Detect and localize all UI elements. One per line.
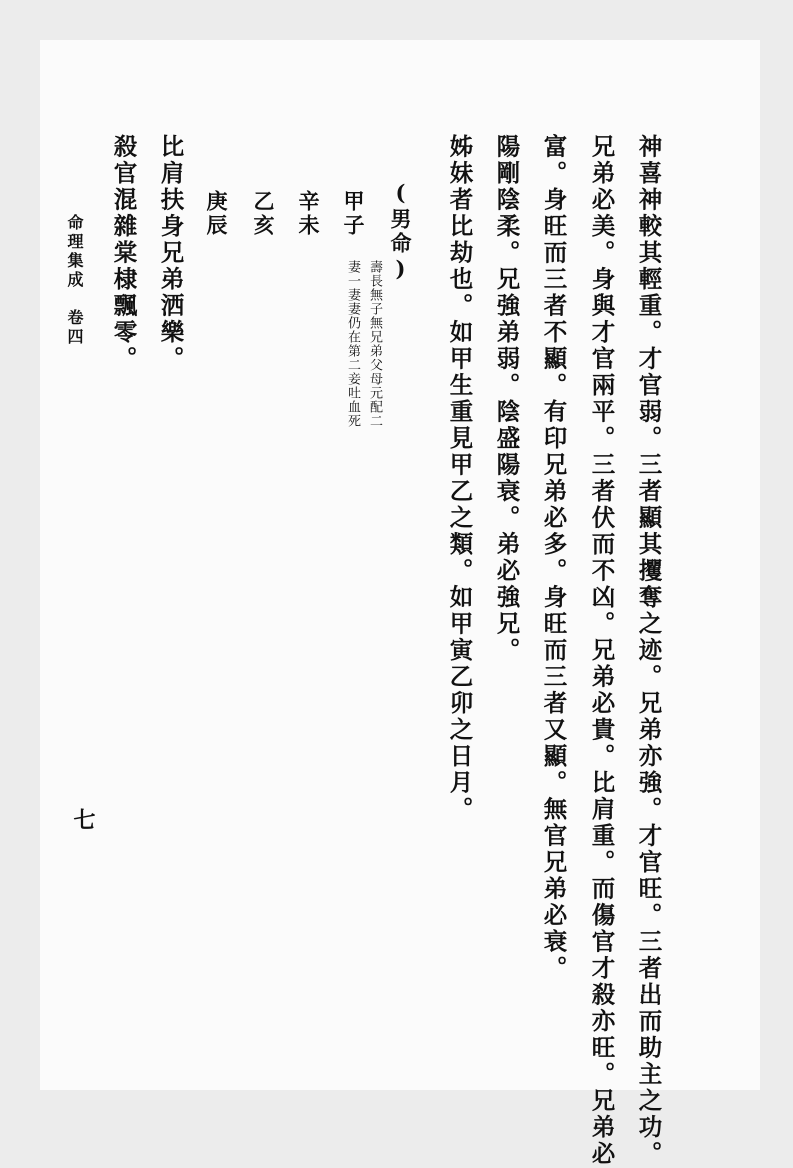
pillar-3: 乙亥 [251,190,276,238]
text-column-4: 陽剛陰柔。兄強弟弱。陰盛陽衰。弟必強兄。 [492,134,521,664]
chart-heading: (男命) [388,180,413,284]
text-column-5: 姊妹者比劫也。如甲生重見甲乙之類。如甲寅乙卯之日月。 [445,134,474,823]
book-title: 命理集成 卷四 [65,214,84,347]
pillar-2: 辛未 [296,190,321,238]
chart-note-left: 妻一妻妻仍在第二妾吐血死 [345,260,360,428]
page-number: 七 [70,808,96,830]
verse-line-1: 比肩扶身兄弟洒樂。 [156,134,185,373]
text-column-2: 兄弟必美。身與才官兩平。三者伏而不凶。兄弟必貴。比肩重。而傷官才殺亦旺。兄弟必 [587,134,616,1168]
text-column-3: 富。身旺而三者不顯。有印兄弟必多。身旺而三者又顯。無官兄弟必衰。 [539,134,568,982]
text-column-1: 神喜神較其輕重。才官弱。三者顯其攫奪之迹。兄弟亦強。才官旺。三者出而助主之功。 [634,134,663,1168]
pillar-1: 甲子 [341,190,366,238]
pillar-4: 庚辰 [204,190,229,238]
verse-line-2: 殺官混雜棠棣飄零。 [109,134,138,373]
chart-note-right: 壽長無子無兄弟父母元配二 [367,260,382,428]
